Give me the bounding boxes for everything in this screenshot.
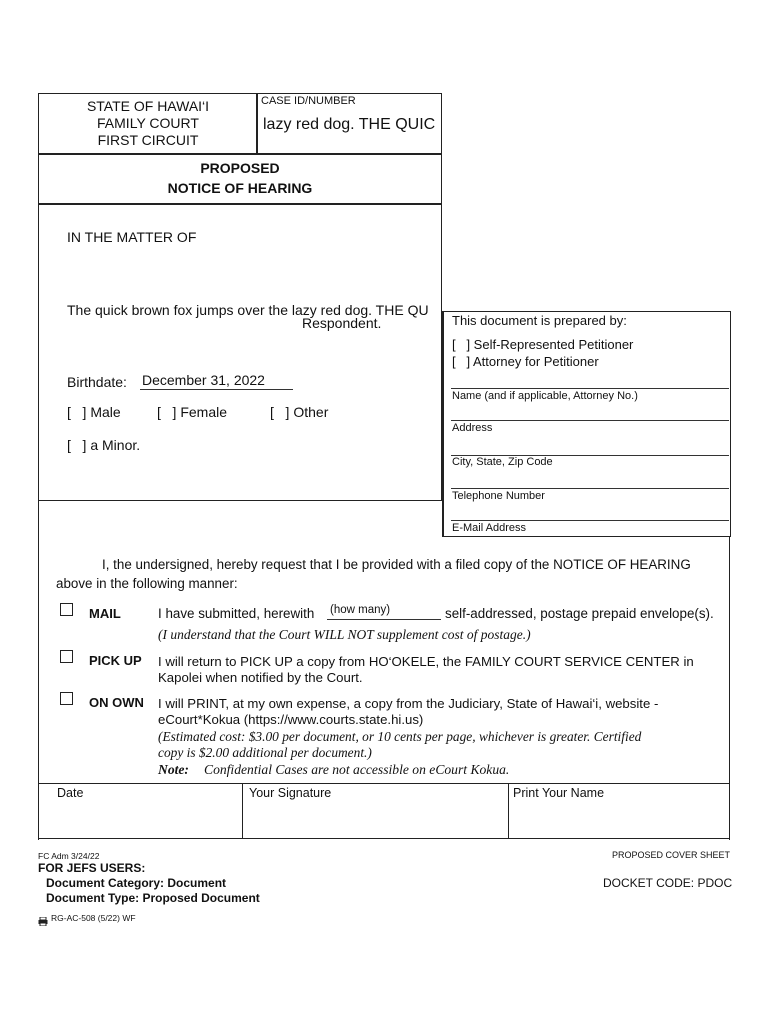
signature-field[interactable] [245, 800, 506, 836]
on-own-line2: eCourt*Kokua (https://www.courts.state.hi.us) [158, 712, 424, 727]
date-field[interactable] [40, 800, 240, 836]
print-name-field[interactable] [511, 800, 727, 836]
preparer-title: This document is prepared by: [452, 313, 627, 328]
gender-male-option[interactable]: [ ] Male [67, 404, 121, 420]
on-own-checkbox[interactable] [60, 692, 73, 705]
court-line-state: STATE OF HAWAI‘I [86, 98, 210, 114]
form-number: RG-AC-508 (5/22) WF [51, 913, 136, 923]
mail-note: (I understand that the Court WILL NOT supplement cost of postage.) [158, 627, 531, 642]
print-name-field-label: Print Your Name [513, 786, 605, 800]
jefs-title: FOR JEFS USERS: [38, 861, 146, 875]
request-intro-line1: I, the undersigned, hereby request that I be provided with a filed copy of the NOTICE OF HEARING [102, 557, 691, 572]
address-field-label: Address [452, 422, 493, 434]
birthdate-field[interactable]: December 31, 2022 [142, 372, 265, 388]
mail-label: MAIL [89, 606, 121, 621]
request-right-border [729, 536, 730, 840]
attorney-option[interactable]: [ ] Attorney for Petitioner [452, 354, 599, 369]
mail-how-many-field[interactable]: (how many) [330, 604, 391, 616]
request-left-border [38, 500, 39, 840]
respondent-label: Respondent. [302, 315, 382, 331]
on-own-label: ON OWN [89, 695, 144, 710]
pickup-line1: I will return to PICK UP a copy from HO‘OKELE, the FAMILY COURT SERVICE CENTER in [158, 654, 694, 669]
request-intro-line2: above in the following manner: [56, 576, 238, 591]
pickup-checkbox[interactable] [60, 650, 73, 663]
on-own-note-label: Note: [158, 762, 189, 777]
on-own-note-text: Confidential Cases are not accessible on eCourt Kokua. [204, 762, 510, 777]
printer-icon [38, 913, 48, 922]
case-id-field[interactable]: lazy red dog. THE QUIC [263, 116, 436, 133]
docket-code: DOCKET CODE: PDOC [603, 876, 733, 890]
phone-field-label: Telephone Number [452, 490, 545, 502]
self-represented-option[interactable]: [ ] Self-Represented Petitioner [452, 337, 634, 352]
title-proposed: PROPOSED [200, 160, 280, 176]
pickup-line2: Kapolei when notified by the Court. [158, 670, 363, 685]
case-id-box [256, 93, 442, 155]
date-field-label: Date [57, 786, 84, 800]
jefs-doc-type: Document Type: Proposed Document [46, 891, 260, 905]
party-name-field[interactable]: The quick brown fox jumps over the lazy red dog. THE QU [67, 302, 429, 318]
email-field-label: E-Mail Address [452, 522, 526, 534]
pickup-label: PICK UP [89, 653, 142, 668]
on-own-line1: I will PRINT, at my own expense, a copy from the Judiciary, State of Hawai‘i, website - [158, 696, 659, 711]
header-court-box [38, 93, 258, 155]
title-box [38, 153, 442, 205]
gender-female-option[interactable]: [ ] Female [157, 404, 228, 420]
minor-option[interactable]: [ ] a Minor. [67, 437, 141, 453]
gender-other-option[interactable]: [ ] Other [270, 404, 329, 420]
court-line-circuit: FIRST CIRCUIT [97, 132, 199, 148]
matter-label: IN THE MATTER OF [67, 229, 197, 245]
birthdate-label: Birthdate: [67, 374, 127, 390]
case-id-label: CASE ID/NUMBER [261, 95, 356, 107]
form-date: FC Adm 3/24/22 [38, 851, 100, 861]
mail-text-a: I have submitted, herewith [158, 606, 315, 621]
mail-checkbox[interactable] [60, 603, 73, 616]
jefs-doc-category: Document Category: Document [46, 876, 227, 890]
matter-box [38, 203, 442, 501]
on-own-line4: copy is $2.00 additional per document.) [158, 745, 372, 760]
signature-field-label: Your Signature [249, 786, 332, 800]
cover-sheet-label: PROPOSED COVER SHEET [612, 850, 731, 860]
city-field-label: City, State, Zip Code [452, 456, 553, 468]
court-line-family: FAMILY COURT [97, 115, 199, 131]
title-notice: NOTICE OF HEARING [167, 180, 313, 196]
on-own-line3: (Estimated cost: $3.00 per document, or 10 cents per page, whichever is greater. Certified [158, 729, 642, 744]
mail-text-b: self-addressed, postage prepaid envelope(s). [445, 606, 714, 621]
name-field-label: Name (and if applicable, Attorney No.) [452, 390, 638, 402]
